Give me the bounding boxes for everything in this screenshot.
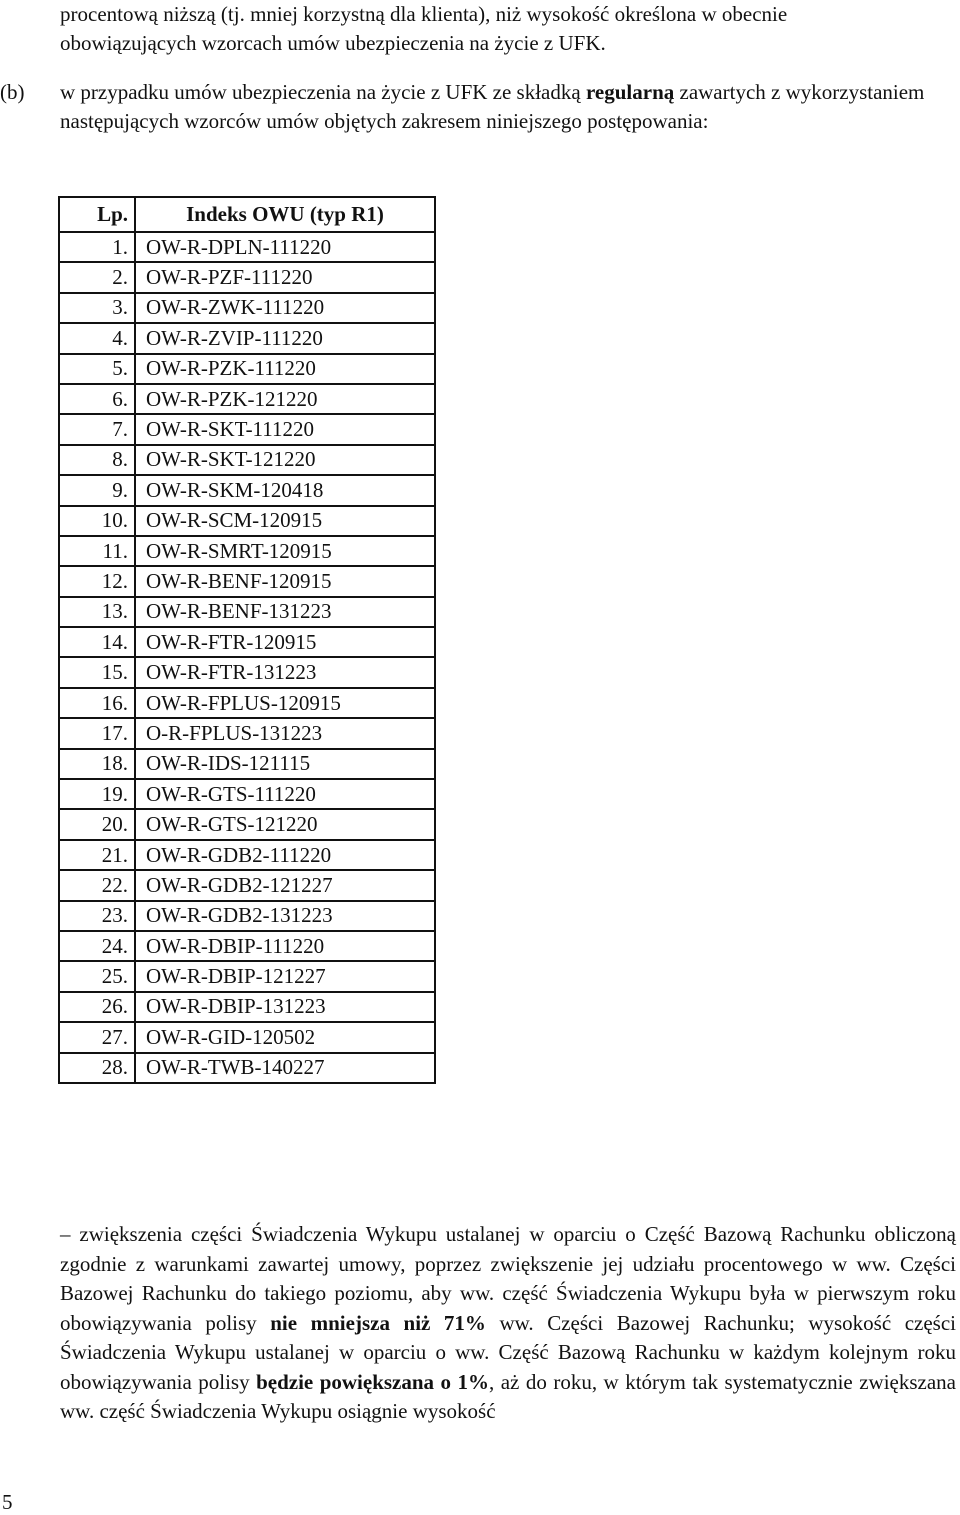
table-row bbox=[59, 718, 435, 748]
row-number: 15. bbox=[59, 657, 135, 687]
row-number: 25. bbox=[59, 961, 135, 991]
row-owu-index: OW-R-IDS-121115 bbox=[135, 749, 435, 779]
row-number: 13. bbox=[59, 597, 135, 627]
row-number: 5. bbox=[59, 354, 135, 384]
table-row bbox=[59, 870, 435, 900]
item-b-paragraph bbox=[60, 78, 956, 136]
row-owu-index: OW-R-DBIP-111220 bbox=[135, 931, 435, 961]
table-row bbox=[59, 931, 435, 961]
row-owu-index: OW-R-FTR-120915 bbox=[135, 627, 435, 657]
row-number: 20. bbox=[59, 809, 135, 839]
bottom-paragraph-bold1: nie mniejsza niż 71% bbox=[270, 1310, 486, 1335]
table-row bbox=[59, 384, 435, 414]
table-row bbox=[59, 445, 435, 475]
row-number: 1. bbox=[59, 232, 135, 262]
row-owu-index: OW-R-BENF-131223 bbox=[135, 597, 435, 627]
row-owu-index: OW-R-DBIP-121227 bbox=[135, 961, 435, 991]
table-row bbox=[59, 901, 435, 931]
table-row bbox=[59, 749, 435, 779]
table-row bbox=[59, 1022, 435, 1052]
row-number: 22. bbox=[59, 870, 135, 900]
table-row bbox=[59, 688, 435, 718]
row-owu-index: OW-R-TWB-140227 bbox=[135, 1053, 435, 1083]
row-owu-index: OW-R-SKT-111220 bbox=[135, 414, 435, 444]
top-paragraph-line1: procentową niższą (tj. mniej korzystną dla klienta), niż wysokość określona w obecnie bbox=[60, 2, 788, 26]
table-row bbox=[59, 354, 435, 384]
header-lp: Lp. bbox=[59, 197, 135, 232]
row-owu-index: OW-R-GDB2-111220 bbox=[135, 840, 435, 870]
row-owu-index: OW-R-SKM-120418 bbox=[135, 475, 435, 505]
row-owu-index: O-R-FPLUS-131223 bbox=[135, 718, 435, 748]
row-owu-index: OW-R-PZK-111220 bbox=[135, 354, 435, 384]
item-b-text-after: zawartych z wykorzystaniem następujących wzorców umów objętych zakresem niniejszego postępowania: bbox=[60, 80, 925, 133]
row-number: 24. bbox=[59, 931, 135, 961]
row-number: 14. bbox=[59, 627, 135, 657]
row-owu-index: OW-R-SMRT-120915 bbox=[135, 536, 435, 566]
table-row bbox=[59, 992, 435, 1022]
row-owu-index: OW-R-DBIP-131223 bbox=[135, 992, 435, 1022]
table-row bbox=[59, 809, 435, 839]
row-owu-index: OW-R-PZK-121220 bbox=[135, 384, 435, 414]
table-row bbox=[59, 961, 435, 991]
row-number: 4. bbox=[59, 323, 135, 353]
table-row bbox=[59, 566, 435, 596]
row-number: 11. bbox=[59, 536, 135, 566]
row-owu-index: OW-R-PZF-111220 bbox=[135, 262, 435, 292]
table-row bbox=[59, 657, 435, 687]
row-owu-index: OW-R-SKT-121220 bbox=[135, 445, 435, 475]
row-number: 17. bbox=[59, 718, 135, 748]
table-row bbox=[59, 414, 435, 444]
row-owu-index: OW-R-ZWK-111220 bbox=[135, 293, 435, 323]
row-owu-index: OW-R-GDB2-131223 bbox=[135, 901, 435, 931]
row-owu-index: OW-R-GID-120502 bbox=[135, 1022, 435, 1052]
bottom-paragraph bbox=[60, 1220, 956, 1427]
bottom-paragraph-bold2: będzie powiększana o 1% bbox=[256, 1369, 490, 1394]
bottom-paragraph-part2: ww. Części Bazowej Rachunku; wysokość części Świadczenia Wykupu ustalanej w oparciu o ww. Część Bazową Rachunku w każdym kolejnym roku obowiązywania polisy bbox=[60, 1310, 957, 1394]
row-owu-index: OW-R-GDB2-121227 bbox=[135, 870, 435, 900]
row-owu-index: OW-R-GTS-111220 bbox=[135, 779, 435, 809]
owu-index-table bbox=[58, 196, 436, 1084]
row-number: 28. bbox=[59, 1053, 135, 1083]
table-header-row bbox=[59, 197, 435, 232]
row-number: 26. bbox=[59, 992, 135, 1022]
row-owu-index: OW-R-GTS-121220 bbox=[135, 809, 435, 839]
row-number: 10. bbox=[59, 506, 135, 536]
table-row bbox=[59, 779, 435, 809]
item-b-bold: regularną bbox=[585, 80, 675, 104]
row-number: 3. bbox=[59, 293, 135, 323]
table-row bbox=[59, 536, 435, 566]
row-owu-index: OW-R-SCM-120915 bbox=[135, 506, 435, 536]
top-paragraph-line2: obowiązujących wzorcach umów ubezpieczenia na życie z UFK. bbox=[60, 31, 606, 55]
row-number: 23. bbox=[59, 901, 135, 931]
row-number: 18. bbox=[59, 749, 135, 779]
row-number: 8. bbox=[59, 445, 135, 475]
header-index: Indeks OWU (typ R1) bbox=[135, 197, 435, 232]
table-row bbox=[59, 475, 435, 505]
row-owu-index: OW-R-FTR-131223 bbox=[135, 657, 435, 687]
row-number: 16. bbox=[59, 688, 135, 718]
bottom-paragraph-part1: – zwiększenia części Świadczenia Wykupu ustalanej w oparciu o Część Bazową Rachunku obliczoną zgodnie z warunkami zawartej umowy, poprzez zwiększenie jej udziału procentowego w ww. Części Bazowej Rachunku do takiego poziomu, aby ww. część Świadczenia Wykupu była w pierwszym roku obowiązywania polisy bbox=[60, 1222, 956, 1335]
table-row bbox=[59, 323, 435, 353]
row-owu-index: OW-R-DPLN-111220 bbox=[135, 232, 435, 262]
table-row bbox=[59, 232, 435, 262]
row-number: 6. bbox=[59, 384, 135, 414]
row-number: 2. bbox=[59, 262, 135, 292]
table-row bbox=[59, 840, 435, 870]
bottom-paragraph-part3: , aż do roku, w którym tak systematycznie zwiększana ww. część Świadczenia Wykupu osiągnie wysokość bbox=[60, 1369, 956, 1423]
top-paragraph bbox=[60, 0, 956, 58]
row-number: 7. bbox=[59, 414, 135, 444]
page-number: 5 bbox=[2, 1490, 13, 1514]
row-owu-index: OW-R-ZVIP-111220 bbox=[135, 323, 435, 353]
row-owu-index: OW-R-FPLUS-120915 bbox=[135, 688, 435, 718]
table-row bbox=[59, 262, 435, 292]
table-row bbox=[59, 1053, 435, 1083]
item-b-text-before: w przypadku umów ubezpieczenia na życie z UFK ze składką bbox=[60, 80, 586, 104]
row-number: 12. bbox=[59, 566, 135, 596]
list-marker-b: (b) bbox=[0, 80, 25, 104]
table-row bbox=[59, 506, 435, 536]
row-number: 19. bbox=[59, 779, 135, 809]
table-row bbox=[59, 597, 435, 627]
row-number: 27. bbox=[59, 1022, 135, 1052]
row-owu-index: OW-R-BENF-120915 bbox=[135, 566, 435, 596]
table-row bbox=[59, 293, 435, 323]
row-number: 21. bbox=[59, 840, 135, 870]
table-row bbox=[59, 627, 435, 657]
row-number: 9. bbox=[59, 475, 135, 505]
